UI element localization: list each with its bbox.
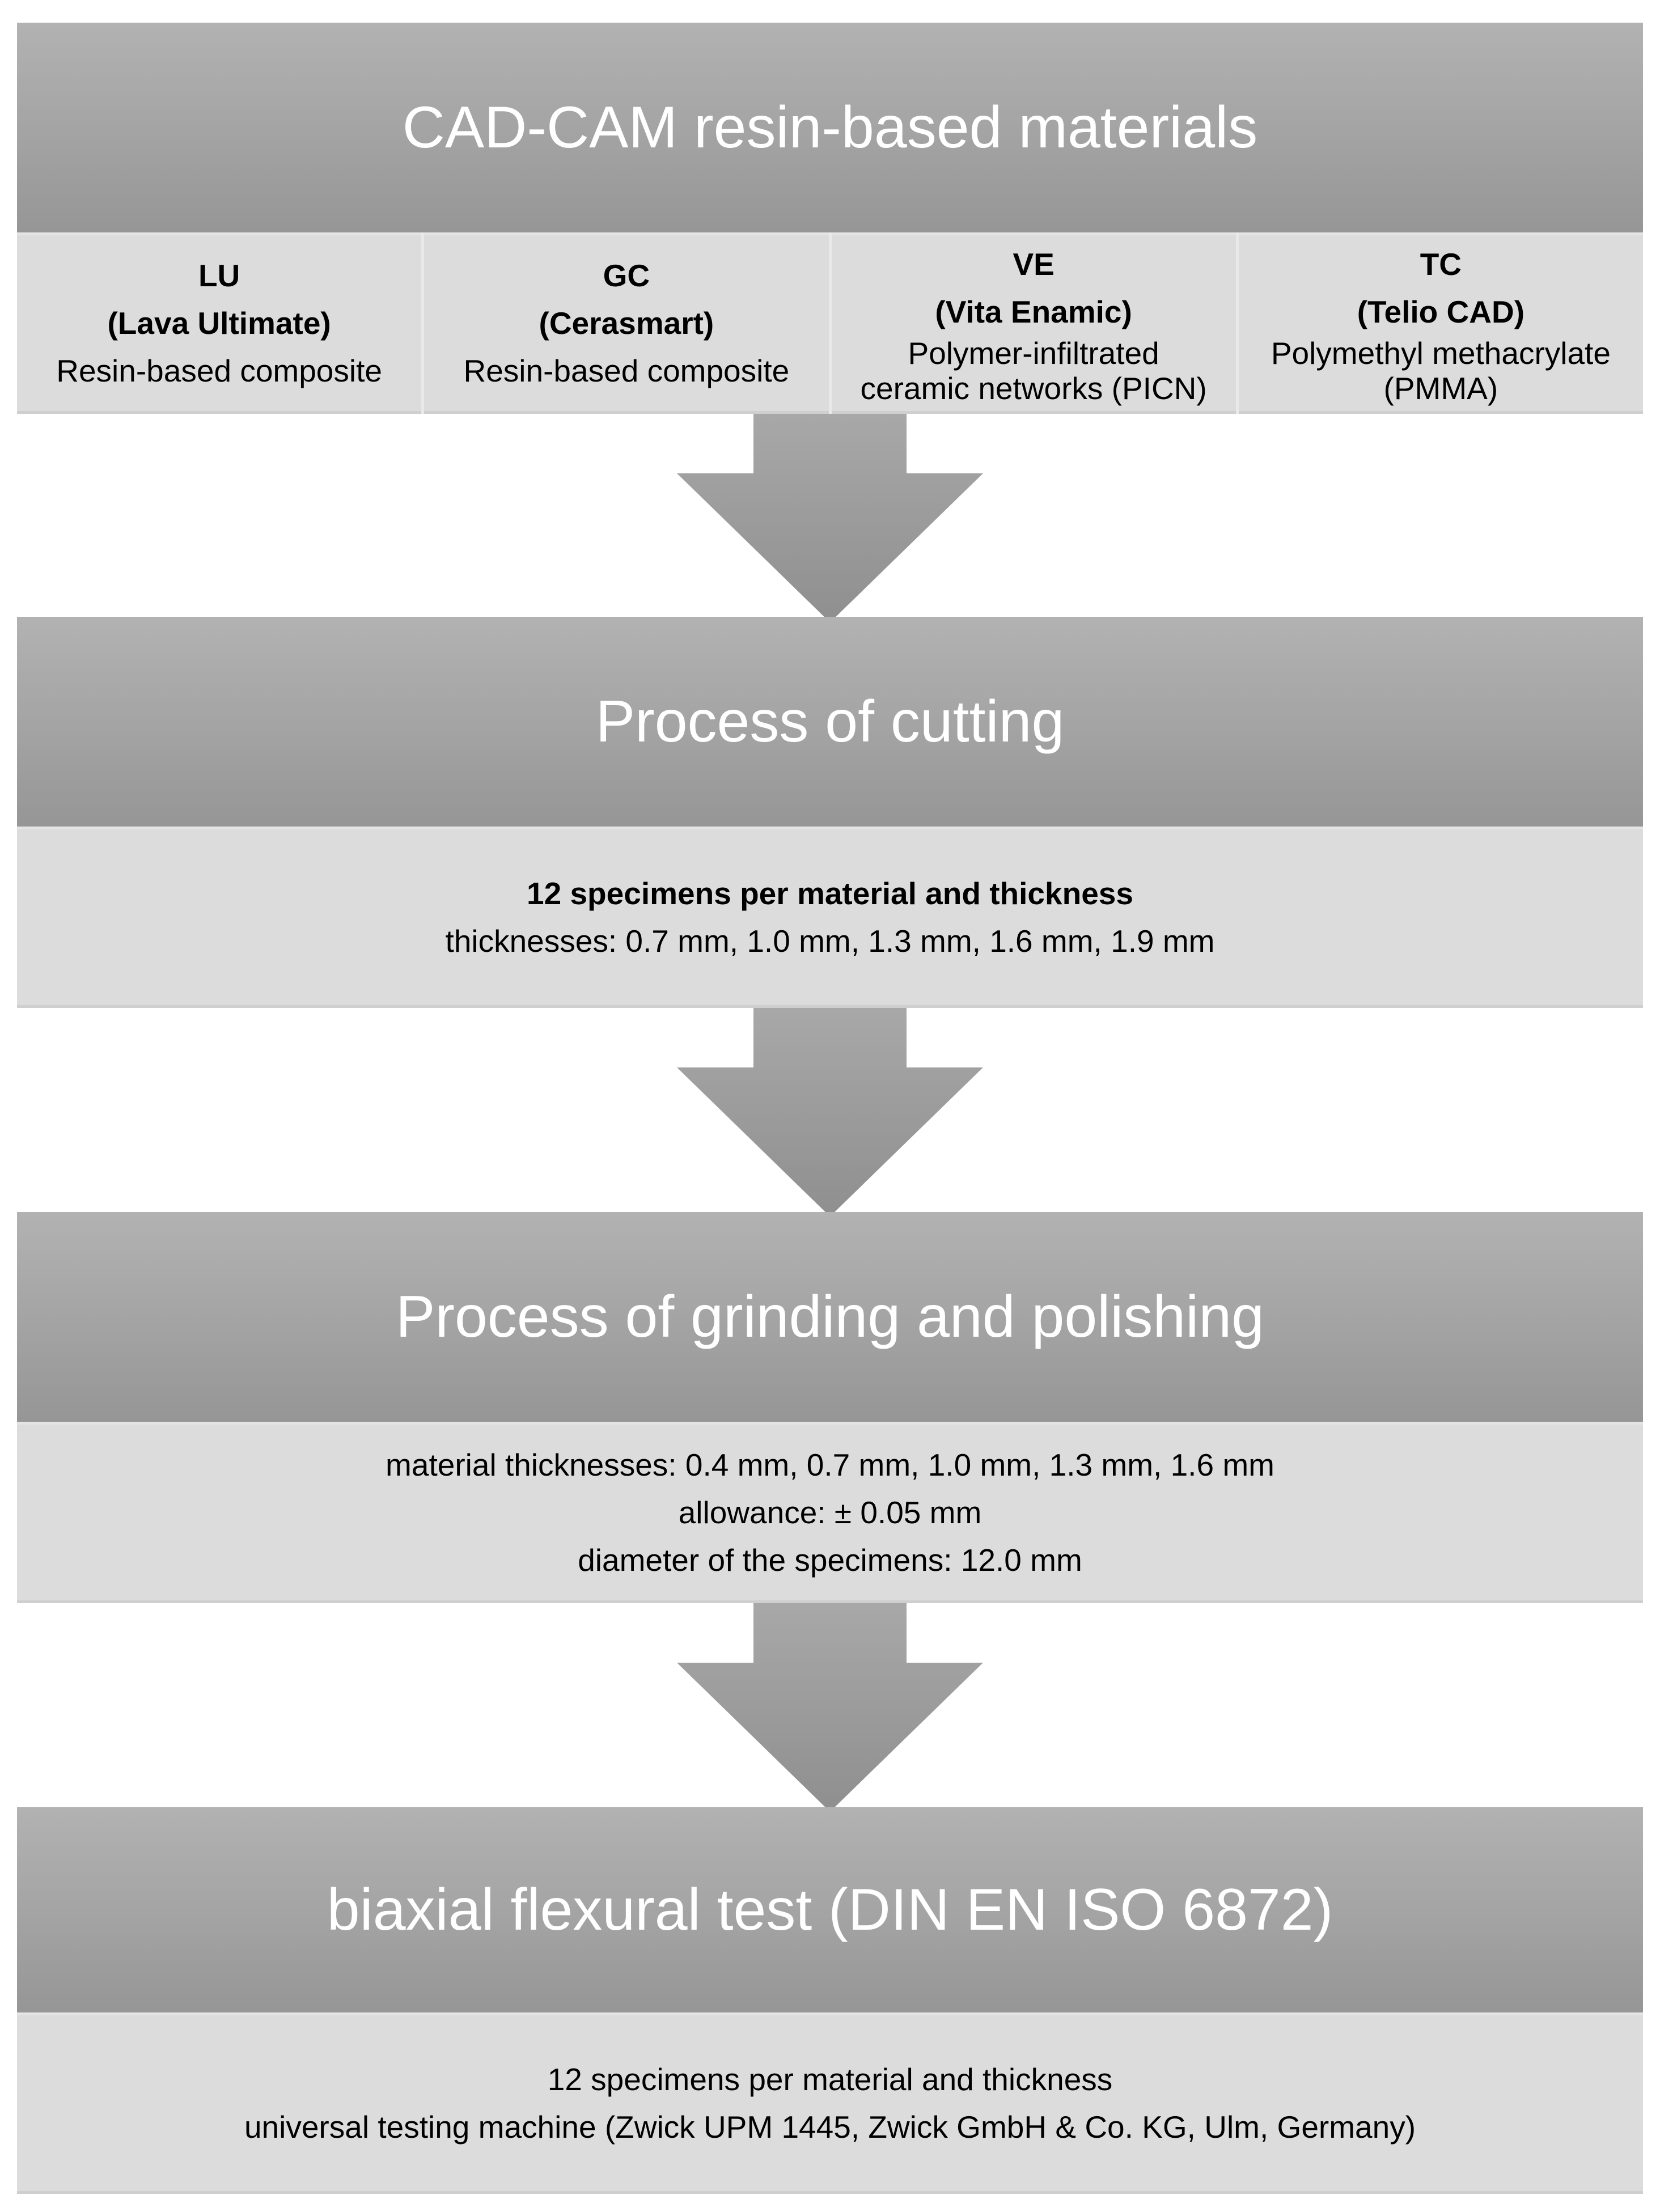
test-panel — [17, 2012, 1643, 2194]
cutting-title: Process of cutting — [595, 688, 1065, 755]
material-name: (Vita Enamic) — [935, 294, 1132, 329]
grinding-panel — [17, 1422, 1643, 1603]
material-code: VE — [1013, 247, 1055, 282]
cutting-thicknesses: thicknesses: 0.7 mm, 1.0 mm, 1.3 mm, 1.6 mm, 1.9 mm — [445, 923, 1215, 959]
material-code: GC — [603, 258, 650, 293]
material-code: TC — [1420, 247, 1462, 282]
material-name: (Cerasmart) — [539, 306, 714, 341]
grinding-allowance: allowance: ± 0.05 mm — [678, 1495, 982, 1530]
cutting-header — [17, 617, 1643, 827]
materials-title: CAD-CAM resin-based materials — [402, 94, 1258, 160]
material-type: (PMMA) — [1383, 371, 1498, 406]
flow-arrow-down-icon — [677, 1008, 983, 1217]
material-gc — [424, 232, 831, 414]
cutting-specimen-count: 12 specimens per material and thickness — [527, 876, 1133, 911]
material-lu — [17, 232, 424, 414]
grinding-title: Process of grinding and polishing — [395, 1283, 1265, 1350]
test-header — [17, 1807, 1643, 2012]
grinding-thicknesses: material thicknesses: 0.4 mm, 0.7 mm, 1.0 mm, 1.3 mm, 1.6 mm — [386, 1447, 1274, 1482]
material-type: Resin-based composite — [463, 353, 790, 388]
material-tc — [1239, 232, 1643, 414]
material-type: Polymer-infiltrated — [908, 336, 1159, 371]
material-type: ceramic networks (PICN) — [860, 371, 1207, 406]
material-ve — [832, 232, 1239, 414]
flow-arrow-down-icon — [677, 414, 983, 622]
material-name: (Lava Ultimate) — [107, 306, 331, 341]
materials-header — [17, 23, 1643, 232]
cutting-panel — [17, 827, 1643, 1008]
test-specimen-count: 12 specimens per material and thickness — [547, 2062, 1113, 2097]
materials-panel — [17, 232, 1643, 414]
test-machine: universal testing machine (Zwick UPM 1445, Zwick GmbH & Co. KG, Ulm, Germany) — [244, 2109, 1416, 2145]
test-title: biaxial flexural test (DIN EN ISO 6872) — [327, 1876, 1333, 1943]
material-name: (Telio CAD) — [1357, 294, 1525, 329]
flow-arrow-down-icon — [677, 1603, 983, 1812]
material-code: LU — [198, 258, 240, 293]
material-type: Resin-based composite — [56, 353, 382, 388]
material-type: Polymethyl methacrylate — [1271, 336, 1611, 371]
grinding-header — [17, 1212, 1643, 1422]
grinding-diameter: diameter of the specimens: 12.0 mm — [578, 1543, 1082, 1578]
